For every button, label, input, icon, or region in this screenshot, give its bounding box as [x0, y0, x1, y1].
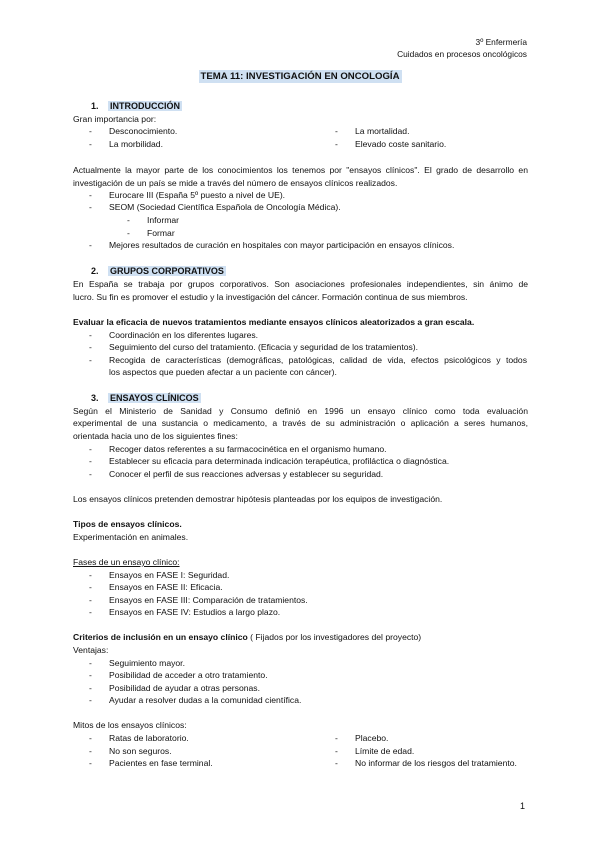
paragraph-line: experimental de una sustancia o medicamento, a través de su administración o aplicación a seres humanos,: [73, 418, 528, 428]
header-course: 3º Enfermería: [475, 37, 527, 47]
page-title: TEMA 11: INVESTIGACIÓN EN ONCOLOGÍA: [200, 71, 400, 82]
document-page: 3º Enfermería Cuidados en procesos oncológicos TEMA 11: INVESTIGACIÓN EN ONCOLOGÍA 1. INTRODUCCIÓN Gran importancia por: - Desconocimiento. - La morbilidad. - La mortalidad. - Elevado coste sanitario. Actualmente la mayor parte de los conocimientos los tenemos por "ensayos clínicos". El grado de desarrollo en investigación de un país se mide a través del número de ensayos clínicos realizados. - Eurocare III (España 5º puesto a nivel de UE). - SEOM (Sociedad Científica Española de Oncología Médica). - Informar - Formar - Mejores resultados de curación en hospitales con mayor participación en ensayos clínicos. 2. GRUPOS CORPORATIVOS En España se trabaja por grupos corporativos. Son asociaciones profesionales independientes, sin ánimo de lucro. Su fin es promover el estudio y la investigación del cáncer. Formación continua de sus miembros. Evaluar la eficacia de nuevos tratamientos mediante ensayos clínicos aleatorizados a gran escala. - Coordinación en los diferentes lugares. - Seguimiento del curso del tratamiento. (Eficacia y seguridad de los tratamientos). - Recogida de características (demográficas, patológicas, calidad de vida, efectos psicológicos y todos los aspectos que pueden afectar a un paciente con cáncer). 3. ENSAYOS CLÍNICOS Según el Ministerio de Sanidad y Consumo definió en 1996 un ensayo clínico como toda evaluación experimental de una sustancia o medicamento, a través de su administración o aplicación a seres humanos, orientada hacia uno de los siguientes fines: - Recoger datos referentes a su farmacocinética en el organismo humano. - Establecer su eficacia para determinada indicación terapéutica, profiláctica o diagnóstica. - Conocer el perfil de sus reacciones adversas y establecer su seguridad. Los ensayos clínicos pretenden demostrar hipótesis planteadas por los equipos de investigación. Tipos de ensayos clínicos. Experimentación en animales. Fases de un ensayo clínico: - Ensayos en FASE I: Seguridad. - Ensayos en FASE II: Eficacia. - Ensayos en FASE III: Comparación de tratamientos. - Ensayos en FASE IV: Estudios a largo plazo. Criterios de inclusión en un ensayo clínico ( Fijados por los investigadores del proyecto) Ventajas: - Seguimiento mayor. - Posibilidad de acceder a otro tratamiento. - Posibilidad de ayudar a otras personas. - Ayudar a resolver dudas a la comunidad científica. Mitos de los ensayos clínicos: - Ratas de laboratorio. - No son seguros. - Pacientes en fase terminal. - Placebo. - Límite de edad. - No informar de los riesgos del tratamiento. 1: [0, 0, 600, 848]
paragraph-line: Los ensayos clínicos pretenden demostrar hipótesis planteadas por los equipos de investigación.: [73, 494, 443, 504]
section-heading-ensayos: 3. ENSAYOS CLÍNICOS: [91, 393, 199, 403]
subheading-fases: Fases de un ensayo clínico:: [73, 557, 180, 567]
paragraph-line: Actualmente la mayor parte de los conocimientos los tenemos por "ensayos clínicos". El grado de desarrollo en: [73, 165, 528, 175]
subheading-criterios: Criterios de inclusión en un ensayo clínico ( Fijados por los investigadores del proyecto): [73, 632, 422, 642]
paragraph-line: Según el Ministerio de Sanidad y Consumo definió en 1996 un ensayo clínico como toda evaluación: [73, 406, 528, 416]
paragraph-line: Experimentación en animales.: [73, 532, 189, 542]
bold-statement: Evaluar la eficacia de nuevos tratamientos mediante ensayos clínicos aleatorizados a gran escala.: [73, 317, 475, 327]
paragraph-line: lucro. Su fin es promover el estudio y la investigación del cáncer. Formación continua de sus miembros.: [73, 292, 468, 302]
intro-lead: Gran importancia por:: [73, 114, 157, 124]
paragraph-line: investigación de un país se mide a través del número de ensayos clínicos realizados.: [73, 178, 398, 188]
page-number: 1: [519, 801, 525, 811]
paragraph-line: En España se trabaja por grupos corporativos. Son asociaciones profesionales independientes, sin ánimo de: [73, 279, 528, 289]
section-heading-grupos: 2. GRUPOS CORPORATIVOS: [91, 266, 224, 276]
subheading-mitos: Mitos de los ensayos clínicos:: [73, 720, 187, 730]
paragraph-line: orientada hacia uno de los siguientes fines:: [73, 431, 238, 441]
section-heading-introduccion: 1. INTRODUCCIÓN: [91, 101, 180, 111]
subheading-tipos: Tipos de ensayos clínicos.: [73, 519, 182, 529]
subheading-ventajas: Ventajas:: [73, 645, 109, 655]
header-subject: Cuidados en procesos oncológicos: [397, 49, 527, 59]
